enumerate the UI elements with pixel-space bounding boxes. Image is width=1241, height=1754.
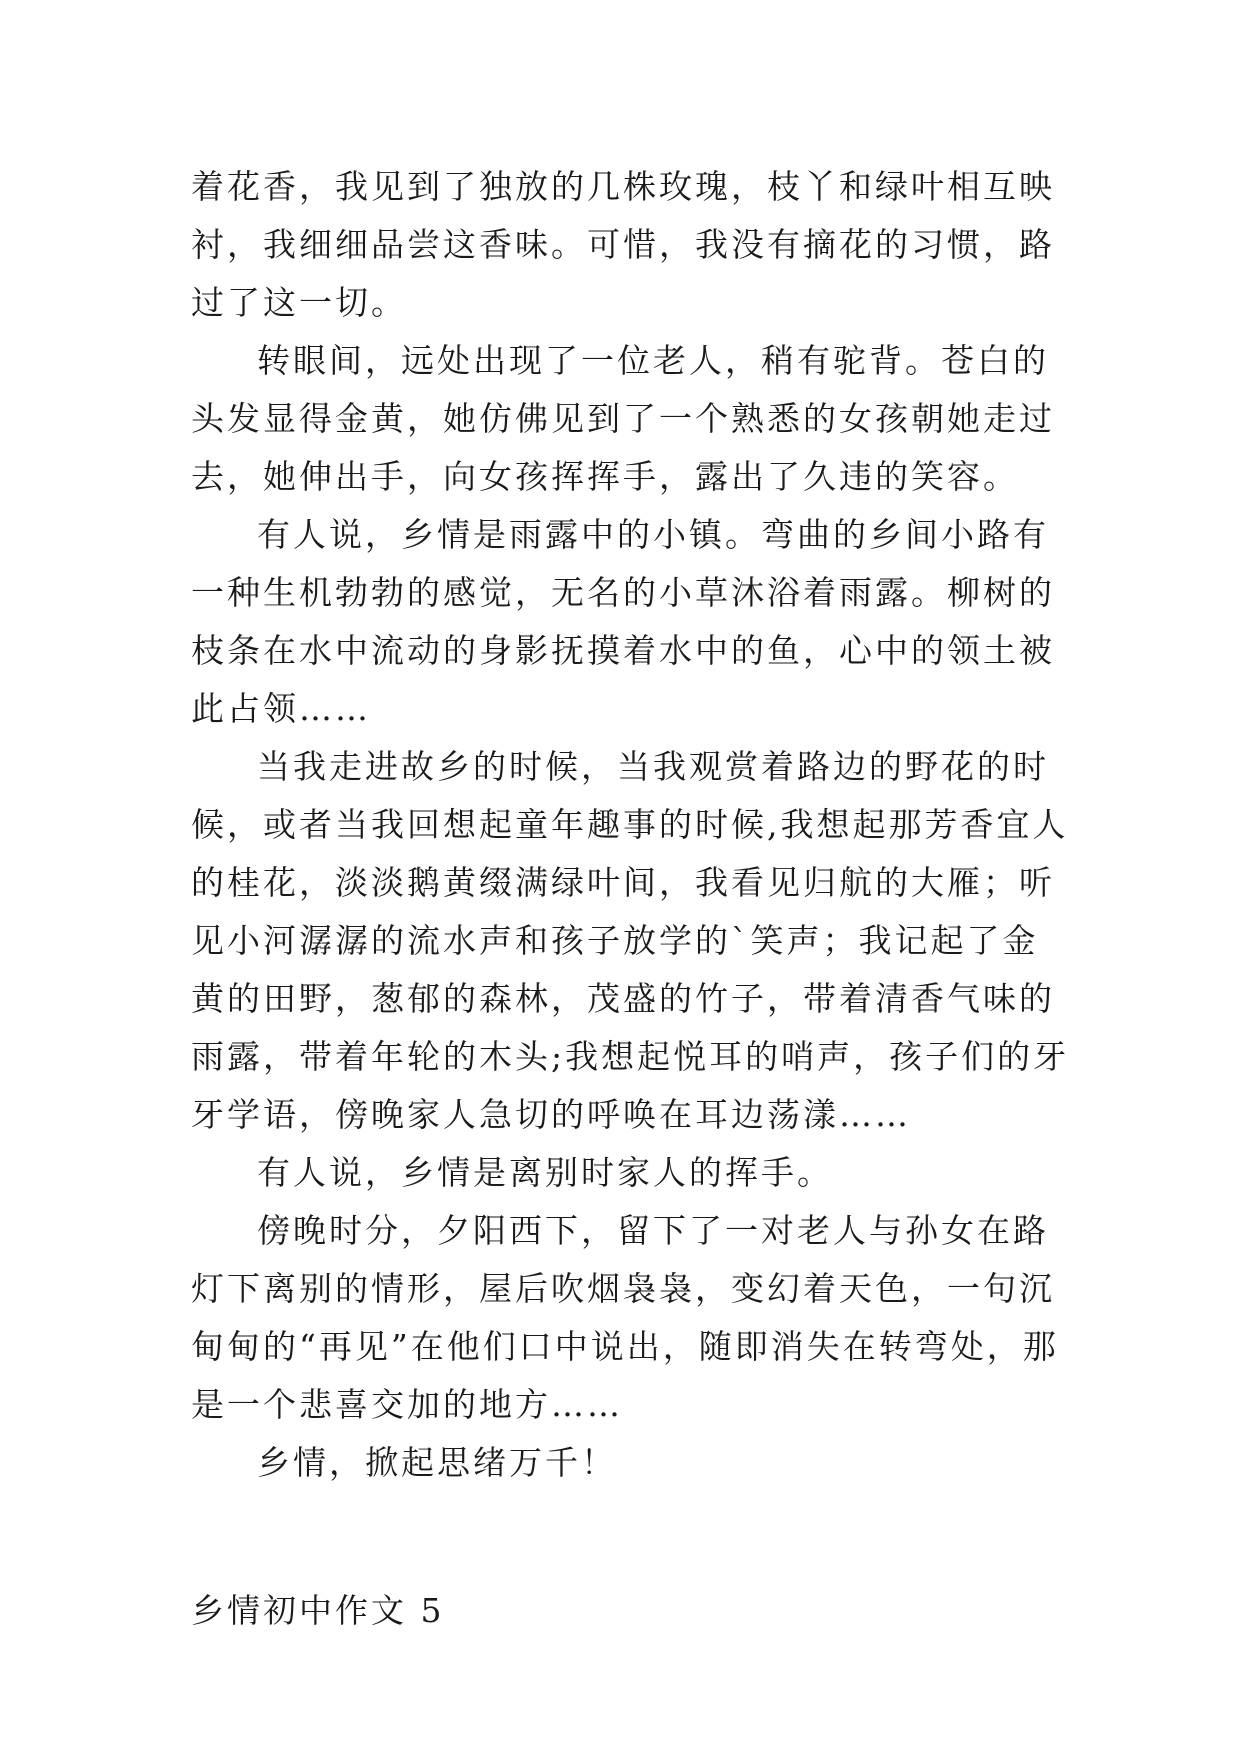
paragraph-old-woman: 转眼间，远处出现了一位老人，稍有驼背。苍白的头发显得金黄，她仿佛见到了一个熟悉的女孩朝她走过去，她伸出手，向女孩挥挥手，露出了久违的笑容。 xyxy=(191,341,1055,496)
paragraph-rain-town: 有人说，乡情是雨露中的小镇。弯曲的乡间小路有一种生机勃勃的感觉，无名的小草沐浴着雨露。柳树的枝条在水中流动的身影抚摸着水中的鱼，心中的领土被此占领…… xyxy=(191,515,1055,728)
paragraph-conclusion: 乡情，掀起思绪万千！ xyxy=(257,1443,617,1482)
paragraph-farewell-wave: 有人说，乡情是离别时家人的挥手。 xyxy=(257,1153,833,1192)
paragraph-rose-fragrance: 着花香，我见到了独放的几株玫瑰，枝丫和绿叶相互映衬，我细细品尝这香味。可惜，我没有摘花的习惯，路过了这一切。 xyxy=(191,167,1055,322)
document-body xyxy=(191,158,1071,1640)
section-heading: 乡情初中作文 5 xyxy=(191,1591,445,1630)
paragraph-memories: 当我走进故乡的时候，当我观赏着路边的野花的时候，或者当我回想起童年趣事的时候,我想起那芳香宜人的桂花，淡淡鹅黄缀满绿叶间，我看见归航的大雁；听见小河潺潺的流水声和孩子放学的`笑声；我记起了金黄的田野，葱郁的森林，茂盛的竹子，带着清香气味的雨露，带着年轮的木头;我想起悦耳的哨声，孩子们的牙牙学语，傍晚家人急切的呼唤在耳边荡漾…… xyxy=(191,747,1070,1134)
paragraph-evening-parting: 傍晚时分，夕阳西下，留下了一对老人与孙女在路灯下离别的情形，屋后吹烟袅袅，变幻着天色，一句沉甸甸的“再见”在他们口中说出，随即消失在转弯处，那是一个悲喜交加的地方…… xyxy=(191,1211,1059,1424)
